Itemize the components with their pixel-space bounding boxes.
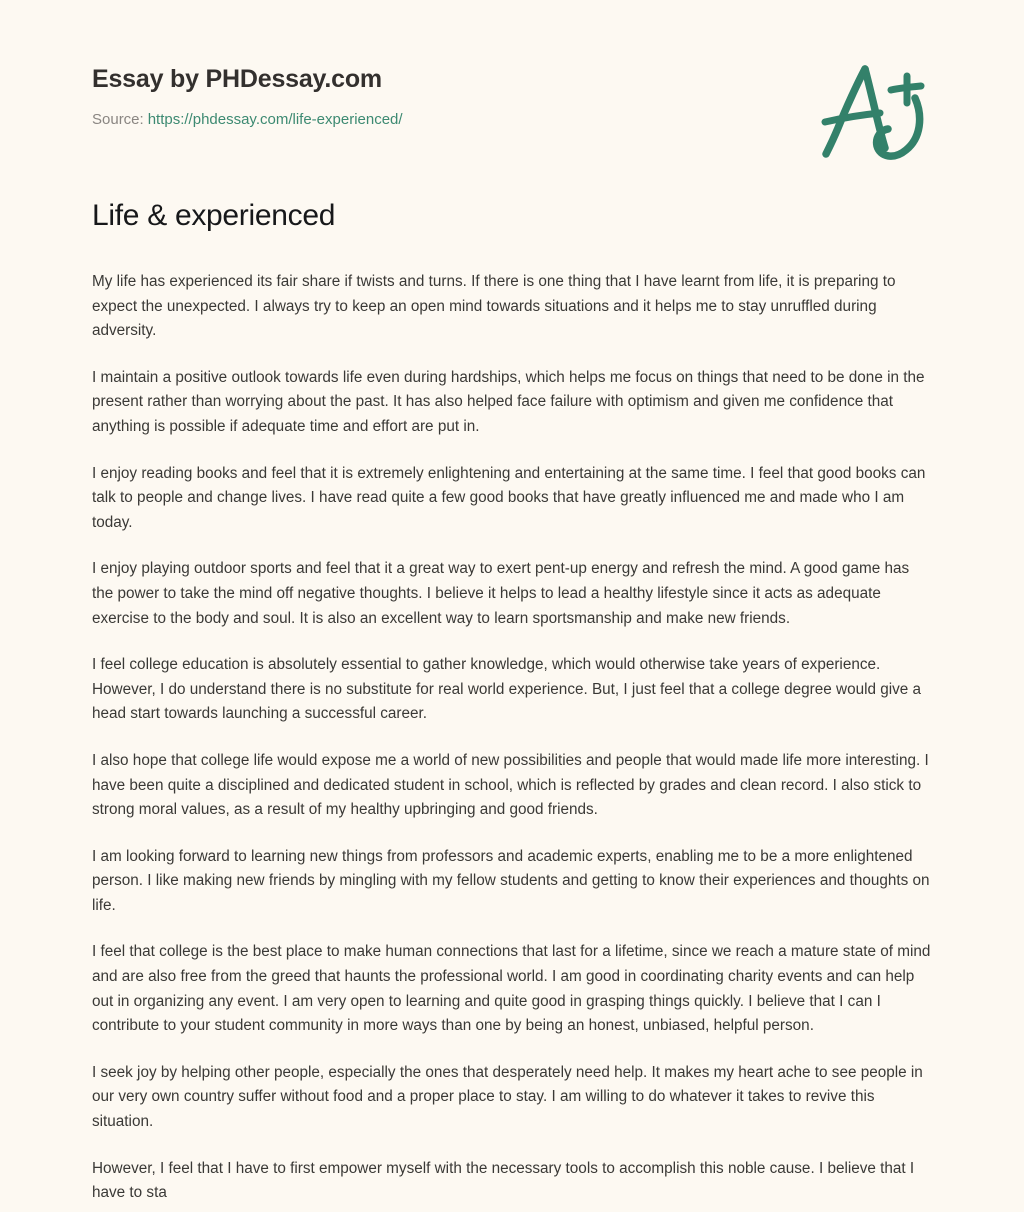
- paragraph: I enjoy playing outdoor sports and feel that it a great way to exert pent-up energy and refresh the mind. A good game has the power to take the mind off negative thoughts. I believe it helps to lead a healthy lifestyle since it acts as adequate exercise to the body and soul. It is also an excellent way to learn sportsmanship and make new friends.: [92, 560, 910, 627]
- a-plus-logo-icon: [808, 56, 932, 168]
- page-title: Life & experienced: [92, 199, 336, 232]
- paragraph: I enjoy reading books and feel that it is extremely enlightening and entertaining at the same time. I feel that good books can talk to people and change lives. I have read quite a few good books that have greatly influenced me and made who I am today.: [92, 464, 926, 531]
- paragraph: My life has experienced its fair share if twists and turns. If there is one thing that I have learnt from life, it is preparing to expect the unexpected. I always try to keep an open mind towards situations and it helps me to stay unruffled during adversity.: [92, 273, 896, 340]
- paragraph: I maintain a positive outlook towards life even during hardships, which helps me focus on things that need to be done in the present rather than worrying about the past. It has also helped face failure with optimism and given me confidence that anything is possible if adequate time and effort are put in.: [92, 368, 925, 435]
- article: [92, 196, 934, 1206]
- page-header: [0, 0, 1024, 178]
- brand-block: [92, 64, 403, 130]
- source-label: Source:: [92, 111, 144, 128]
- paragraph: I also hope that college life would expose me a world of new possibilities and people that would made life more interesting. I have been quite a disciplined and dedicated student in school, which is reflected by grades and clean record. I also stick to strong moral values, as a result of my healthy upbringing and good friends.: [92, 751, 929, 819]
- paragraph: I feel that college is the best place to make human connections that last for a lifetime, since we reach a mature state of mind and are also free from the greed that haunts the professional world. I am good in coordinating charity events and can help out in organizing any event. I am very open to learning and quite good in grasping things quickly. I believe that I can I contribute to your student community in more ways than one by being an honest, unbiased, helpful person.: [92, 943, 931, 1035]
- source-line: [92, 110, 403, 130]
- essay-body: [92, 270, 934, 1206]
- paragraph: I am looking forward to learning new things from professors and academic experts, enabling me to be a more enlightened person. I like making new friends by mingling with my fellow students and getting to know their experiences and thoughts on life.: [92, 847, 930, 914]
- paragraph: However, I feel that I have to first empower myself with the necessary tools to accomplish this noble cause. I believe that I have to sta: [92, 1159, 915, 1202]
- source-url-link[interactable]: https://phdessay.com/life-experienced/: [147, 111, 403, 128]
- paragraph: I seek joy by helping other people, especially the ones that desperately need help. It makes my heart ache to see people in our very own country suffer without food and a proper place to stay. I am willing to do whatever it takes to revive this situation.: [92, 1063, 923, 1131]
- paragraph: I feel college education is absolutely essential to gather knowledge, which would otherwise take years of experience. However, I do understand there is no substitute for real world experience. But, I just feel that a college degree would give a head start towards launching a successful career.: [92, 656, 922, 723]
- brand-title: Essay by PHDessay.com: [92, 65, 382, 93]
